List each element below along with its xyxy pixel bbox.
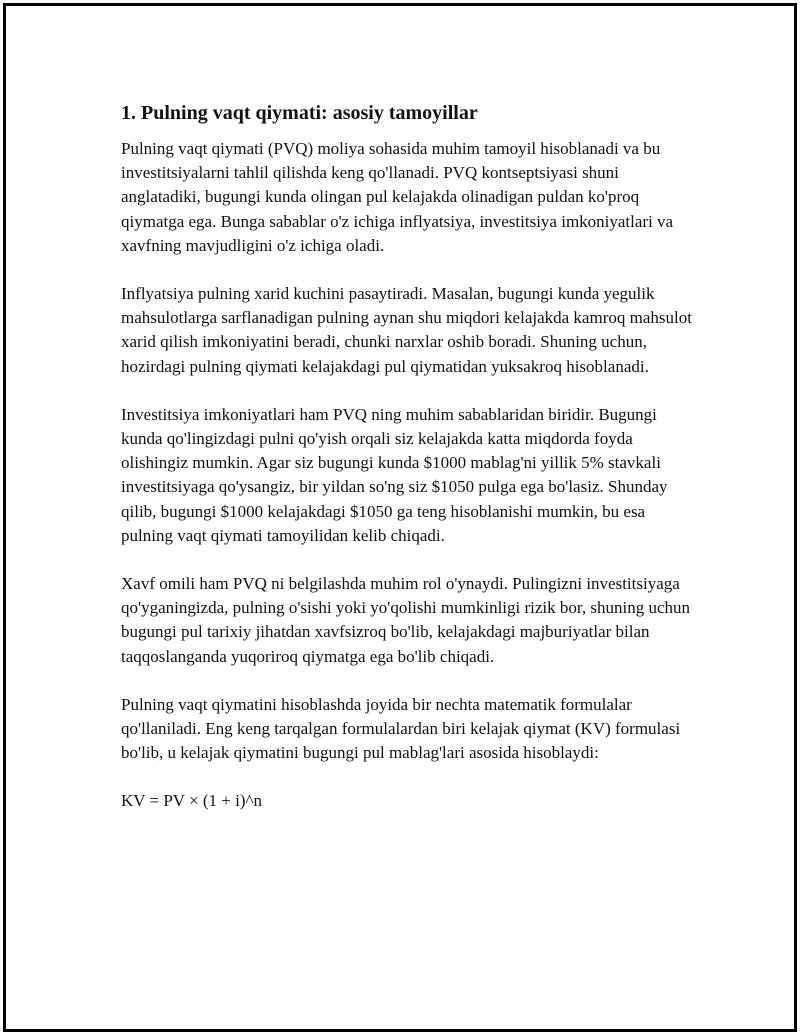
- document-page: [3, 3, 797, 1032]
- paragraph-inflation: Inflyatsiya pulning xarid kuchini pasaytiradi. Masalan, bugungi kunda yegulik mahsulotlarga sarflanadigan pulning aynan shu miqdori kelajakda kamroq mahsulot xarid qilish imkoniyatini beradi, chunki narxlar oshib boradi. Shuning uchun, hozirdagi pulning qiymati kelajakdagi pul qiymatidan yuksakroq hisoblanadi.: [121, 284, 692, 376]
- future-value-formula: KV = PV × (1 + i)^n: [121, 791, 262, 811]
- paragraph-risk: Xavf omili ham PVQ ni belgilashda muhim rol o'ynaydi. Pulingizni investitsiyaga qo'yganingizda, pulning o'sishi yoki yo'qolishi mumkinligi rizik bor, shuning uchun bugungi pul tarixiy jihatdan xavfsizroq bo'lib, kelajakdagi majburiyatlar bilan taqqoslanganda yuqoriroq qiymatga ega bo'lib chiqadi.: [121, 574, 691, 666]
- paragraph-formulas: Pulning vaqt qiymatini hisoblashda joyida bir nechta matematik formulalar qo'llaniladi. Eng keng tarqalgan formulalardan biri kelajak qiymat (KV) formulasi bo'lib, u kelajak qiymatini bugungi pul mablag'lari asosida hisoblaydi:: [121, 694, 681, 763]
- paragraph-investment: Investitsiya imkoniyatlari ham PVQ ning muhim sabablaridan biridir. Bugungi kunda qo'lingizdagi pulni qo'yish orqali siz kelajakda katta miqdorda foyda olishingiz mumkin. Agar siz bugungi kunda $1000 mablag'ni yillik 5% stavkali investitsiyaga qo'ysangiz, bir yildan so'ng siz $1050 pulga ega bo'lasiz. Shunday qilib, bugungi $1000 kelajakdagi $1050 ga teng hisoblanishi mumkin, bu esa pulning vaqt qiymati tamoyilidan kelib chiqadi.: [121, 404, 668, 545]
- paragraph-intro: Pulning vaqt qiymati (PVQ) moliya sohasida muhim tamoyil hisoblanadi va bu investitsiyalarni tahlil qilishda keng qo'llanadi. PVQ kontseptsiyasi shuni anglatadiki, bugungi kunda olingan pul kelajakda olinadigan puldan ko'proq qiymatga ega. Bunga sabablar o'z ichiga inflyatsiya, investitsiya imkoniyatlari va xavfning mavjudligini o'z ichiga oladi.: [121, 139, 674, 255]
- document-content: [121, 99, 696, 813]
- section-title: 1. Pulning vaqt qiymati: asosiy tamoyillar: [121, 102, 478, 124]
